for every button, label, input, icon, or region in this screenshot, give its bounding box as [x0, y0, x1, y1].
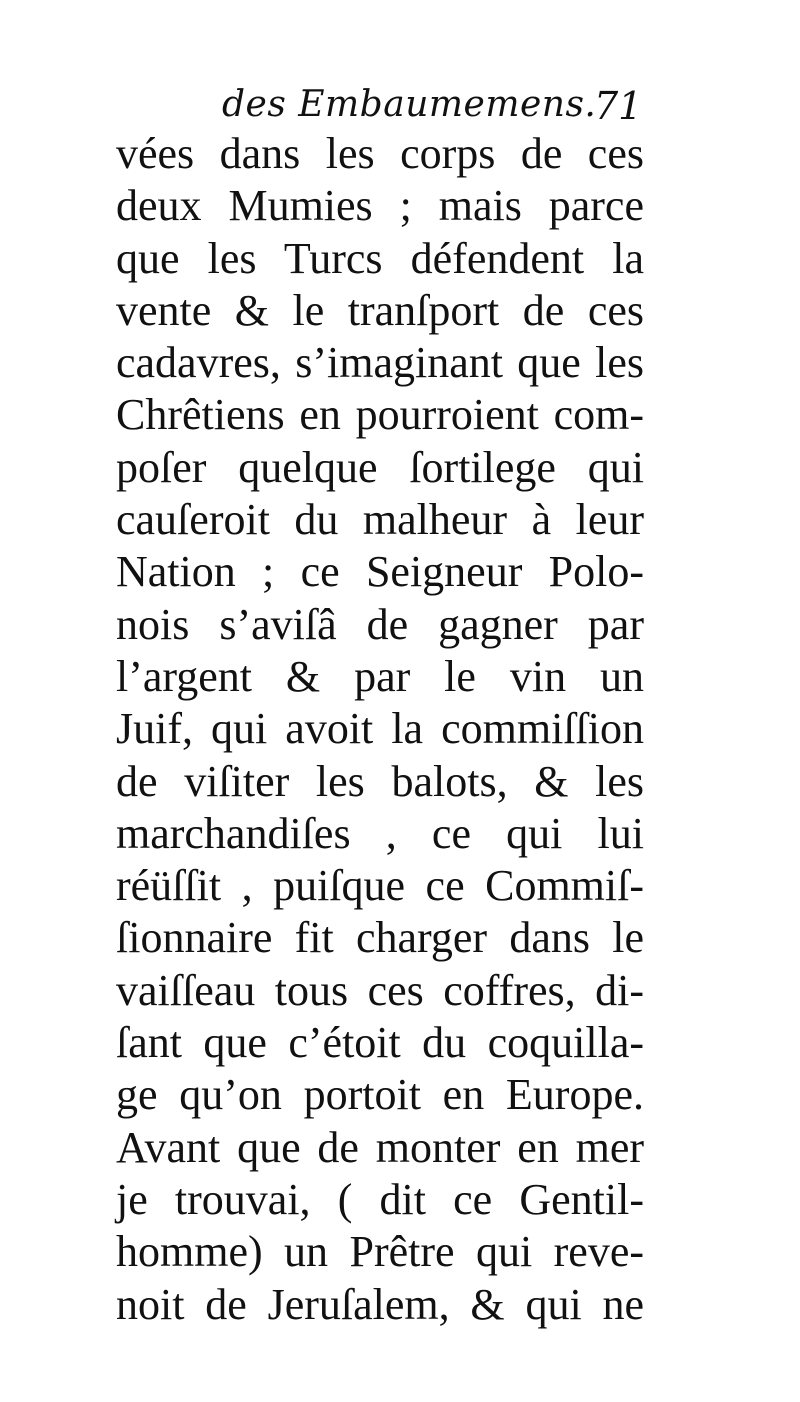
text-line: vente & le tranſport de ces [116, 285, 644, 335]
text-line: Chrêtiens en pourroient com- [116, 390, 644, 440]
text-line: ge qu’on portoit en Europe. [116, 1070, 644, 1120]
text-line: ſant que c’étoit du coquilla- [116, 1018, 644, 1068]
text-line: Nation ; ce Seigneur Polo- [116, 547, 644, 597]
text-line: nois s’aviſâ de gagner par [116, 599, 644, 649]
text-line: Avant que de monter en mer [116, 1122, 644, 1172]
text-line: de viſiter les balots, & les [116, 756, 644, 806]
text-line: homme) un Prêtre qui reve- [116, 1227, 644, 1277]
text-line: réüſſit , puiſque ce Commiſ- [116, 861, 644, 911]
text-line: noit de Jeruſalem, & qui ne [116, 1279, 644, 1329]
text-line: je trouvai, ( dit ce Gentil- [116, 1174, 644, 1224]
text-line: l’argent & par le vin un [116, 651, 644, 701]
text-line: vaiſſeau tous ces coffres, di- [116, 965, 644, 1015]
text-line: cadavres, s’imaginant que les [116, 338, 644, 388]
text-line: poſer quelque ſortilege qui [116, 442, 644, 492]
body-text [116, 128, 644, 1331]
page-number: 71 [594, 84, 643, 128]
text-line: Juif, qui avoit la commiſſion [116, 704, 644, 754]
text-line: cauſeroit du malheur à leur [116, 495, 644, 545]
text-line: ſionnaire fit charger dans le [116, 913, 644, 963]
text-line: vées dans les corps de ces [116, 129, 644, 178]
text-line: que les Turcs défendent la [116, 233, 644, 283]
running-head: des Embaumemens. [222, 84, 597, 125]
text-line: marchandiſes , ce qui lui [116, 808, 644, 858]
text-line: deux Mumies ; mais parce [116, 181, 644, 231]
page-header [222, 84, 642, 134]
